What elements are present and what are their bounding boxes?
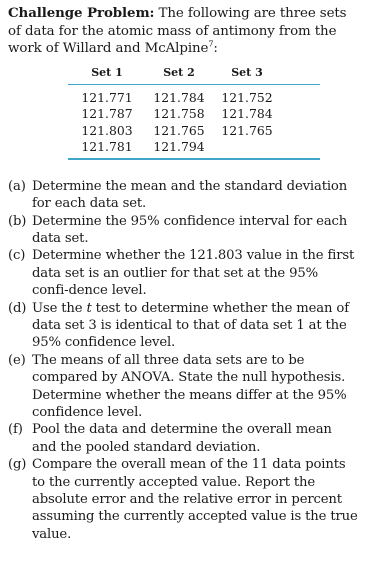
question-text-rest: test to determine whether the mean of data set 3 is identical to that of data set 1 at the 95% confidence level.: [32, 300, 349, 351]
table-row: [68, 139, 320, 155]
header-set-3: Set 3: [231, 65, 263, 79]
question-label: (g): [8, 457, 27, 473]
question-label: (a): [8, 178, 26, 194]
question-list: [8, 178, 358, 544]
table-cell: 121.771: [81, 89, 133, 105]
table-header-row: [68, 66, 320, 84]
table-cell: 121.781: [81, 139, 133, 155]
table-row: [68, 123, 320, 139]
problem-intro-text: The following are three sets of data for the atomic mass of antimony from the work of Willard and McAlpine: [8, 6, 347, 56]
table-cell: 121.784: [153, 89, 205, 105]
table-cell: 121.787: [81, 106, 133, 122]
question-text: Determine the mean and the standard deviation for each data set.: [32, 178, 348, 212]
question-text: Compare the overall mean of the 11 data points to the currently accepted value. Report the absolute error and the relative error in percent assuming the currently accepted value is the true value.: [32, 457, 358, 542]
question-text-pre: Use the: [32, 300, 87, 316]
table-cell: 121.765: [221, 122, 273, 138]
header-set-2: Set 2: [163, 65, 195, 79]
table-body: [68, 85, 320, 159]
problem-lead: Challenge Problem:: [8, 5, 155, 21]
question-e: [8, 352, 358, 422]
table-cell: 121.752: [221, 89, 273, 105]
table-bottom-rule: [68, 158, 320, 159]
question-label: (f): [8, 422, 23, 438]
table-cell: 121.765: [153, 122, 205, 138]
table-row: [68, 106, 320, 122]
question-d: [8, 300, 358, 352]
table-cell: 121.784: [221, 106, 273, 122]
problem-intro-end: :: [213, 41, 218, 56]
question-g: [8, 456, 358, 543]
table-cell: [213, 139, 281, 155]
table-cell: 121.803: [81, 122, 133, 138]
question-f: [8, 421, 358, 456]
problem-intro: [8, 5, 358, 58]
t-symbol: t: [86, 300, 92, 316]
question-b: [8, 213, 358, 248]
question-label: (e): [8, 352, 26, 368]
question-text: The means of all three data sets are to be compared by ANOVA. State the null hypothesis. Determine whether the means differ at the 95% confidence level.: [32, 352, 347, 420]
table-row: [68, 90, 320, 106]
question-label: (b): [8, 213, 27, 229]
table-cell: 121.758: [153, 106, 205, 122]
question-text: [32, 300, 358, 352]
question-label: (d): [8, 300, 27, 316]
header-set-1: Set 1: [91, 65, 123, 79]
table-cell: 121.794: [153, 139, 205, 155]
reference-superscript: 7: [208, 39, 214, 49]
question-text: Pool the data and determine the overall mean and the pooled standard deviation.: [32, 422, 332, 455]
question-label: (c): [8, 248, 26, 264]
question-a: [8, 178, 358, 213]
question-c: [8, 247, 358, 299]
question-text: Determine the 95% confidence interval for each data set.: [32, 213, 348, 246]
question-text: Determine whether the 121.803 value in the first data set is an outlier for that set at the 95% confi-dence level.: [32, 248, 355, 299]
data-table: [68, 66, 320, 160]
